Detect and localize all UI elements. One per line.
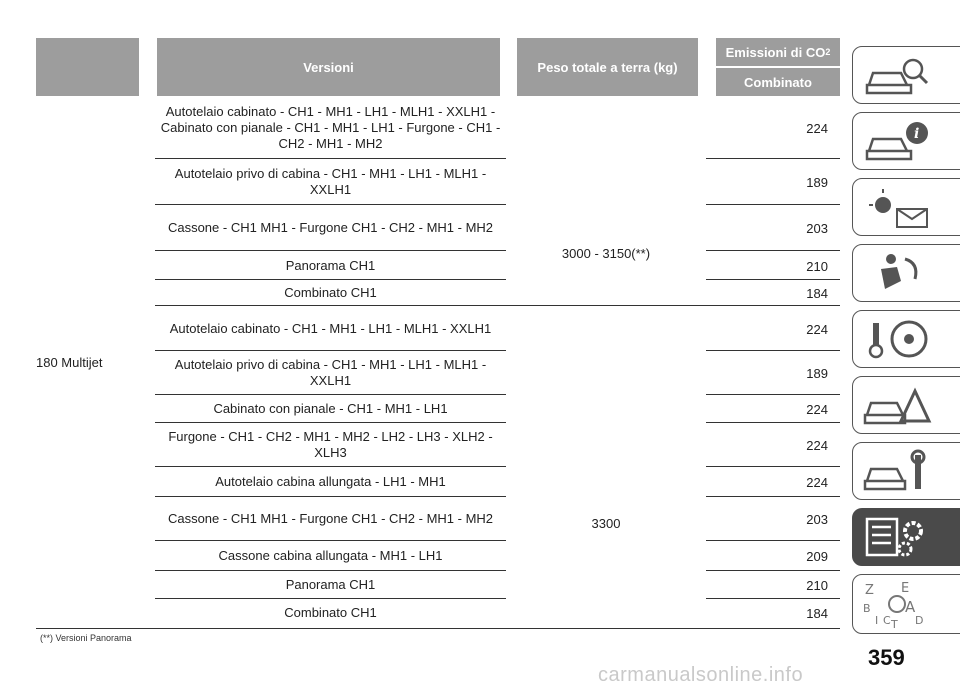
version-cell: Autotelaio cabinato - CH1 - MH1 - LH1 - MLH1 - XXLH1 - Cabinato con pianale - CH1 - MH1 - LH1 - Furgone - CH1 - CH2 - MH1 - MH2 <box>160 104 501 151</box>
tab-starting-driving[interactable] <box>852 310 960 368</box>
tab-emergency[interactable] <box>852 376 960 434</box>
svg-text:i: i <box>914 126 920 142</box>
alphabetical-index-icon <box>861 580 933 628</box>
emission-cell: 203 <box>806 220 828 236</box>
svg-text:Z: Z <box>865 583 874 598</box>
row-divider <box>155 394 506 395</box>
version-cell: Furgone - CH1 - CH2 - MH1 - MH2 - LH2 - LH3 - XLH2 - XLH3 <box>168 429 493 460</box>
version-cell: Autotelaio cabina allungata - LH1 - MH1 <box>215 474 446 489</box>
emission-cell: 184 <box>806 605 828 621</box>
svg-text:D: D <box>915 614 924 627</box>
car-search-icon <box>861 51 933 99</box>
row-divider <box>706 250 840 251</box>
emission-cell: 224 <box>806 474 828 490</box>
table-header <box>36 38 840 96</box>
row-divider <box>706 204 840 205</box>
table-body <box>36 96 840 628</box>
emission-cell: 203 <box>806 511 828 527</box>
emission-cell: 210 <box>806 577 828 593</box>
footnote: (**) Versioni Panorama <box>40 633 132 643</box>
row-divider <box>155 350 506 351</box>
table-row <box>155 572 840 598</box>
tab-technical-specifications[interactable] <box>852 508 960 566</box>
row-divider <box>155 250 506 251</box>
svg-text:C: C <box>883 614 891 627</box>
weight-group-1: 3000 - 3150(**) <box>561 246 651 261</box>
emission-cell: 224 <box>806 321 828 337</box>
tab-index[interactable] <box>852 574 960 634</box>
model-cell: 180 Multijet <box>36 354 103 370</box>
emission-cell: 189 <box>806 365 828 381</box>
row-divider <box>155 204 506 205</box>
row-divider <box>706 496 840 497</box>
header-versioni: Versioni <box>157 38 500 96</box>
row-divider <box>706 394 840 395</box>
row-divider <box>155 598 506 599</box>
table-row <box>155 280 840 306</box>
row-divider <box>155 158 506 159</box>
tab-car-search[interactable] <box>852 46 960 104</box>
specifications-gear-icon <box>861 513 933 561</box>
version-cell: Autotelaio cabinato - CH1 - MH1 - LH1 - MLH1 - XXLH1 <box>169 321 492 336</box>
row-divider <box>706 570 840 571</box>
version-cell: Panorama CH1 <box>285 577 376 592</box>
version-cell: Panorama CH1 <box>285 258 376 273</box>
row-divider <box>706 598 840 599</box>
weight-group-2: 3300 <box>591 516 621 531</box>
version-cell: Cassone - CH1 MH1 - Furgone CH1 - CH2 - MH1 - MH2 <box>167 220 494 235</box>
row-divider <box>706 350 840 351</box>
version-cell: Combinato CH1 <box>284 605 377 620</box>
row-divider <box>155 496 506 497</box>
version-cell: Autotelaio privo di cabina - CH1 - MH1 - LH1 - MLH1 - XXLH1 <box>174 357 487 388</box>
table-row <box>155 352 840 394</box>
page-number: 359 <box>868 645 905 670</box>
row-divider <box>155 540 506 541</box>
tab-warning-lights[interactable] <box>852 178 960 236</box>
group-divider <box>155 305 840 306</box>
emission-cell: 224 <box>806 401 828 417</box>
header-emissioni-text: Emissioni di CO <box>725 44 826 60</box>
table-row <box>155 424 840 466</box>
svg-text:B: B <box>863 602 871 615</box>
car-wrench-icon <box>861 447 933 495</box>
table-row <box>155 498 840 540</box>
tab-maintenance[interactable] <box>852 442 960 500</box>
svg-text:E: E <box>901 581 910 596</box>
table-row <box>155 160 840 204</box>
table-row <box>155 396 840 422</box>
svg-text:A: A <box>905 598 916 616</box>
emissions-table <box>36 38 840 628</box>
header-peso: Peso totale a terra (kg) <box>517 38 698 96</box>
tab-safety[interactable] <box>852 244 960 302</box>
header-blank-cell <box>36 38 139 96</box>
emission-cell: 224 <box>806 437 828 453</box>
row-divider <box>706 158 840 159</box>
table-row <box>155 308 840 350</box>
emission-cell: 210 <box>806 258 828 274</box>
car-hazard-icon <box>861 381 933 429</box>
table-bottom-border <box>36 628 840 629</box>
watermark: carmanualsonline.info <box>598 664 804 686</box>
version-cell: Autotelaio privo di cabina - CH1 - MH1 - LH1 - MLH1 - XXLH1 <box>174 166 487 197</box>
emission-cell: 209 <box>806 548 828 564</box>
row-divider <box>155 422 506 423</box>
header-combinato: Combinato <box>716 68 840 96</box>
table-row <box>155 600 840 626</box>
version-cell: Cassone - CH1 MH1 - Furgone CH1 - CH2 - MH1 - MH2 <box>167 511 494 526</box>
table-row <box>155 542 840 570</box>
row-divider <box>706 466 840 467</box>
car-info-icon <box>861 117 933 165</box>
version-cell: Combinato CH1 <box>284 285 377 300</box>
warning-light-message-icon <box>861 183 933 231</box>
row-divider <box>706 422 840 423</box>
table-row <box>155 98 840 158</box>
emission-cell: 184 <box>806 285 828 301</box>
header-emissioni <box>716 38 840 66</box>
table-row <box>155 206 840 250</box>
version-cell: Cassone cabina allungata - MH1 - LH1 <box>218 548 443 563</box>
emission-cell: 224 <box>806 120 828 136</box>
tab-car-info[interactable] <box>852 112 960 170</box>
version-cell: Cabinato con pianale - CH1 - MH1 - LH1 <box>213 401 448 416</box>
row-divider <box>155 570 506 571</box>
header-emissioni-subscript: 2 <box>825 47 831 57</box>
table-row <box>155 468 840 496</box>
row-divider <box>155 466 506 467</box>
svg-text:T: T <box>891 618 898 628</box>
row-divider <box>706 540 840 541</box>
seat-airbag-icon <box>861 249 933 297</box>
key-steering-wheel-icon <box>861 315 933 363</box>
table-row <box>155 252 840 280</box>
emission-cell: 189 <box>806 174 828 190</box>
svg-text:I: I <box>875 614 879 627</box>
